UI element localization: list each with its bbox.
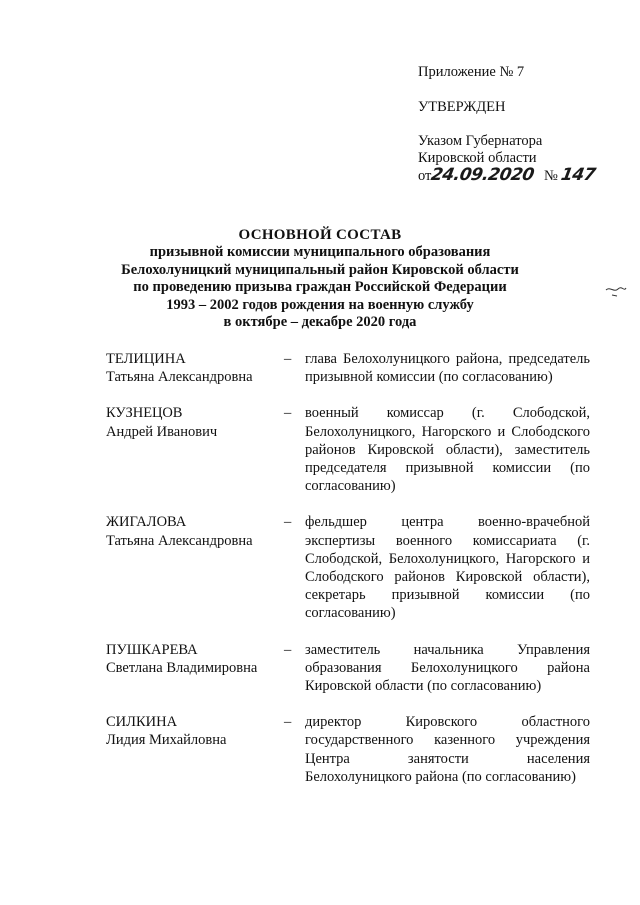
member-name bbox=[106, 641, 281, 677]
title-line-2: Белохолуницкий муниципальный район Кировской области bbox=[121, 261, 519, 278]
member-surname: КУЗНЕЦОВ bbox=[106, 405, 183, 422]
member-name bbox=[106, 513, 281, 549]
member-given-name: Татьяна Александровна bbox=[106, 532, 253, 549]
member-row bbox=[106, 404, 590, 495]
member-role: директор Кировского областного государственного казенного учреждения Центра занятости населения Белохолуницкого района (по согласованию) bbox=[305, 714, 590, 785]
member-dash: – bbox=[284, 514, 292, 531]
member-role: военный комиссар (г. Слободской, Белохолуницкого, Нагорского и Слободского районов Кировской области), заместитель председателя призывной комиссии (по согласованию) bbox=[305, 405, 590, 495]
member-surname: ЖИГАЛОВА bbox=[106, 514, 187, 531]
title-line-4: 1993 – 2002 годов рождения на военную службу bbox=[166, 296, 474, 313]
member-name bbox=[106, 350, 281, 386]
document-title bbox=[0, 226, 640, 332]
title-line-3: по проведению призыва граждан Российской Федерации bbox=[133, 279, 507, 296]
title-line-1: призывной комиссии муниципального образования bbox=[149, 244, 491, 260]
approved-label: УТВЕРЖДЕН bbox=[418, 99, 506, 115]
approval-block bbox=[418, 64, 598, 185]
member-given-name: Андрей Иванович bbox=[106, 423, 218, 440]
title-main: ОСНОВНОЙ СОСТАВ bbox=[238, 227, 402, 243]
member-given-name: Татьяна Александровна bbox=[106, 369, 253, 386]
member-role: заместитель начальника Управления образования Белохолуницкого района Кировской области (по согласованию) bbox=[305, 641, 590, 695]
date-prefix: от bbox=[418, 168, 432, 184]
member-surname: ПУШКАРЕВА bbox=[106, 641, 198, 658]
appendix-label: Приложение № 7 bbox=[418, 64, 525, 80]
decree-line-1: Указом Губернатора bbox=[418, 133, 543, 149]
member-name bbox=[106, 404, 281, 440]
member-given-name: Лидия Михайловна bbox=[106, 732, 227, 749]
member-dash: – bbox=[284, 641, 292, 658]
number-prefix: № bbox=[543, 168, 558, 184]
decree-date-line bbox=[418, 165, 598, 185]
member-surname: ТЕЛИЦИНА bbox=[106, 351, 186, 367]
member-dash: – bbox=[284, 351, 292, 367]
decree-line-2: Кировской области bbox=[418, 150, 537, 166]
member-row bbox=[106, 713, 590, 786]
members-list bbox=[106, 350, 590, 786]
member-role: фельдшер центра военно-врачебной экспертизы военного комиссариата (г. Слободской, Белохолуницкого, Нагорского и Слободского районов Кировской области), секретарь призывной комиссии (по согласованию) bbox=[305, 514, 590, 622]
member-row bbox=[106, 641, 590, 696]
member-role: глава Белохолуницкого района, председатель призывной комиссии (по согласованию) bbox=[305, 351, 590, 386]
handwritten-date: 24.09.2020 bbox=[429, 165, 536, 185]
member-name bbox=[106, 713, 281, 749]
title-line-5: в октябре – декабре 2020 года bbox=[223, 314, 417, 331]
member-dash: – bbox=[284, 714, 292, 731]
member-surname: СИЛКИНА bbox=[106, 714, 178, 731]
member-row bbox=[106, 350, 590, 386]
handwritten-number: 147 bbox=[559, 165, 598, 185]
member-row bbox=[106, 513, 590, 622]
member-given-name: Светлана Владимировна bbox=[106, 659, 258, 676]
stray-pen-mark bbox=[604, 284, 628, 298]
member-dash: – bbox=[284, 405, 292, 422]
